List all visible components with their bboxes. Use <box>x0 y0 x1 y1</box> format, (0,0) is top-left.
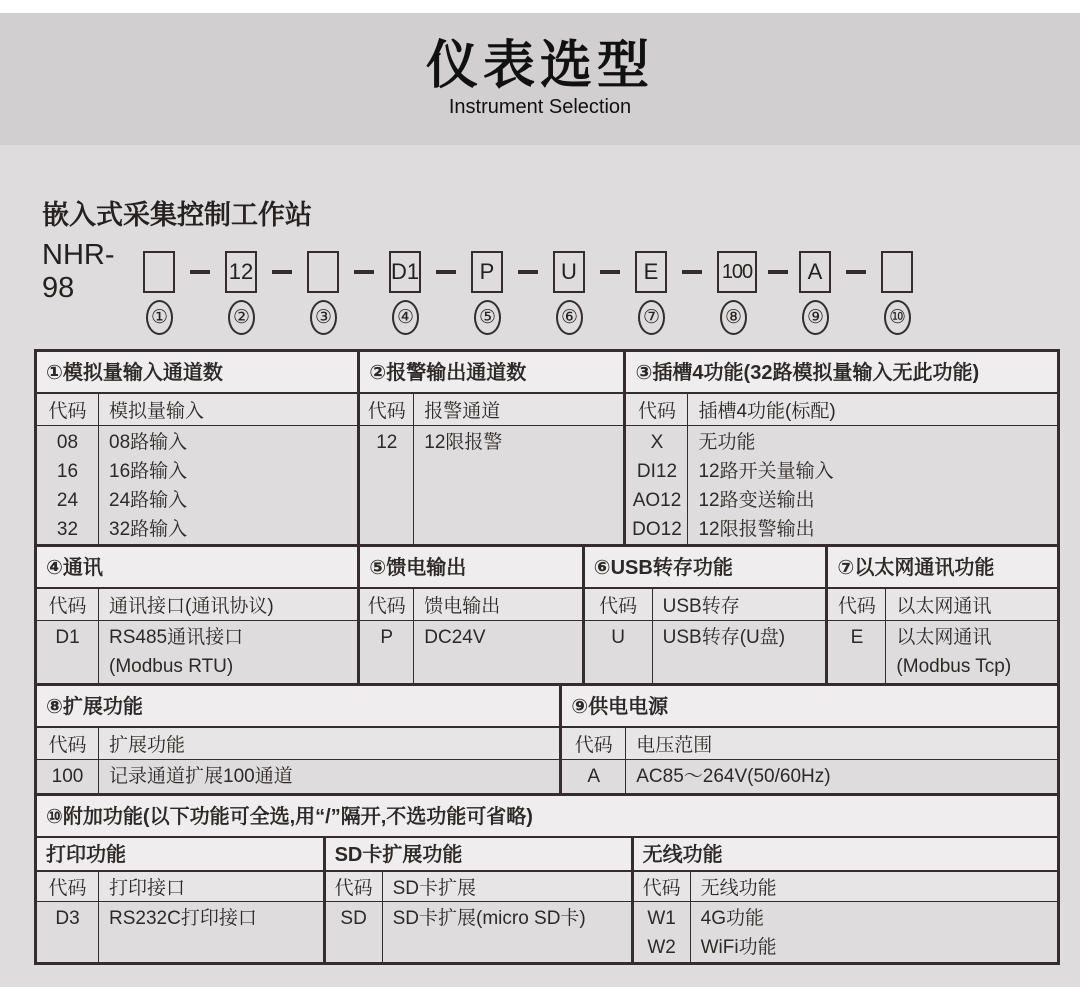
code-header-cell: 代码 <box>828 589 886 620</box>
table-header-row <box>585 589 826 621</box>
code-cell: 16 <box>56 461 79 482</box>
desc-header-cell: 插槽4功能(标配) <box>698 401 836 422</box>
code-header-cell: 代码 <box>634 872 691 901</box>
code-cell: U <box>611 627 626 648</box>
code-cell: E <box>850 627 864 648</box>
code-cell: P <box>380 627 394 648</box>
code-cell: DO12 <box>632 519 682 540</box>
code-cell: W2 <box>647 937 676 958</box>
table-body <box>326 902 631 962</box>
index-badge-4: ④ <box>392 300 419 335</box>
table-header-row <box>360 589 581 621</box>
code-header-cell: 代码 <box>326 872 383 901</box>
model-index-cell-5 <box>471 300 553 335</box>
code-cell: 32 <box>56 519 79 540</box>
model-segment-1 <box>143 251 225 293</box>
desc-header-cell: 报警通道 <box>424 401 501 422</box>
option-table <box>37 838 323 962</box>
desc-cell: AC85～264V(50/60Hz) <box>636 766 831 787</box>
desc-header-cell: 无线功能 <box>700 878 777 899</box>
model-index-cell-1 <box>143 300 225 335</box>
index-badge-7: ⑦ <box>638 300 665 335</box>
model-segment-6 <box>553 251 635 293</box>
index-badge-3: ③ <box>310 300 337 335</box>
table-header-row <box>360 394 623 426</box>
code-column <box>360 621 414 683</box>
table-title: ②报警输出通道数 <box>360 352 623 394</box>
code-header-cell: 代码 <box>562 728 626 759</box>
table-title: 无线功能 <box>634 838 1057 872</box>
model-prefix: NHR-98 <box>42 239 115 304</box>
table-body <box>360 426 623 544</box>
model-segment-3 <box>307 251 389 293</box>
model-box-4: D1 <box>389 251 421 293</box>
desc-header-cell: USB转存 <box>662 596 740 617</box>
table-title: ⑥USB转存功能 <box>585 547 826 589</box>
model-dash <box>831 270 881 274</box>
table-title: ①模拟量输入通道数 <box>37 352 357 394</box>
desc-column <box>99 426 357 544</box>
desc-cell: RS232C打印接口 <box>109 908 257 929</box>
selection-tables <box>34 349 1060 965</box>
option-table <box>631 838 1057 962</box>
desc-column <box>886 621 1057 683</box>
model-box-1 <box>143 251 175 293</box>
table-header-row <box>37 394 357 426</box>
code-column <box>626 426 688 544</box>
option-table <box>37 547 357 683</box>
code-cell: A <box>587 766 601 787</box>
code-cell: DI12 <box>636 461 678 482</box>
table-body <box>828 621 1057 683</box>
code-header-cell: 代码 <box>37 728 99 759</box>
table-body <box>360 621 581 683</box>
table-body <box>37 760 559 793</box>
desc-header-cell: SD卡扩展 <box>392 878 476 899</box>
desc-cell: 12限报警输出 <box>698 519 815 540</box>
model-index-cell-9 <box>799 300 881 335</box>
model-box-9: A <box>799 251 831 293</box>
code-column <box>360 426 414 544</box>
code-header-cell: 代码 <box>585 589 653 620</box>
index-badge-2: ② <box>228 300 255 335</box>
table-body <box>634 902 1057 962</box>
desc-cell: 08路输入 <box>109 432 188 453</box>
code-column <box>37 426 99 544</box>
table-title: ⑦以太网通讯功能 <box>828 547 1057 589</box>
index-badge-6: ⑥ <box>556 300 583 335</box>
index-badge-1: ① <box>146 300 173 335</box>
table-header-row <box>326 872 631 902</box>
option-table <box>37 686 559 793</box>
additional-functions-section <box>37 793 1057 962</box>
index-badge-5: ⑤ <box>474 300 501 335</box>
model-index-cell-3 <box>307 300 389 335</box>
table-title: ⑤馈电输出 <box>360 547 581 589</box>
desc-header-cell: 以太网通讯 <box>896 596 992 617</box>
desc-cell: RS485通讯接口 <box>109 627 244 648</box>
model-index-cell-2 <box>225 300 307 335</box>
desc-column <box>688 426 1057 544</box>
index-badge-8: ⑧ <box>720 300 747 335</box>
desc-column <box>626 760 1057 793</box>
table-header-row <box>37 872 323 902</box>
model-segment-5 <box>471 251 553 293</box>
code-column <box>562 760 626 793</box>
code-header-cell: 代码 <box>37 872 99 901</box>
desc-cell: 以太网通讯 <box>896 627 992 648</box>
code-column <box>37 902 99 962</box>
table-body <box>562 760 1057 793</box>
model-box-8: 100 <box>717 251 757 293</box>
code-column <box>828 621 886 683</box>
desc-header-cell: 扩展功能 <box>109 735 186 756</box>
code-cell: D1 <box>55 627 80 648</box>
code-cell: 08 <box>56 432 79 453</box>
model-index-cell-4 <box>389 300 471 335</box>
desc-header-cell: 模拟量输入 <box>109 401 205 422</box>
desc-column <box>383 902 631 962</box>
model-code-line <box>42 239 1080 304</box>
table-header-row <box>626 394 1057 426</box>
option-table <box>825 547 1057 683</box>
model-index-line <box>143 300 1080 335</box>
table-title: ⑧扩展功能 <box>37 686 559 728</box>
table-body <box>37 902 323 962</box>
index-badge-10: ⑩ <box>884 300 911 335</box>
desc-cell: 12路变送输出 <box>698 490 815 511</box>
index-badge-9: ⑨ <box>802 300 829 335</box>
code-column <box>634 902 691 962</box>
model-index-cell-6 <box>553 300 635 335</box>
model-segment-2 <box>225 251 307 293</box>
table-title: ③插槽4功能(32路模拟量输入无此功能) <box>626 352 1057 394</box>
code-column <box>37 760 99 793</box>
table-block-1 <box>37 352 1057 544</box>
code-column <box>585 621 653 683</box>
model-segment-10 <box>881 251 915 293</box>
desc-cell: 12限报警 <box>424 432 503 453</box>
desc-column <box>653 621 826 683</box>
model-box-6: U <box>553 251 585 293</box>
option-table <box>623 352 1057 544</box>
table-title: 打印功能 <box>37 838 323 872</box>
model-box-3 <box>307 251 339 293</box>
model-box-5: P <box>471 251 503 293</box>
desc-cell: (Modbus Tcp) <box>896 656 1012 677</box>
model-dash <box>257 270 307 274</box>
desc-header-cell: 打印接口 <box>109 878 186 899</box>
desc-cell: 16路输入 <box>109 461 188 482</box>
model-box-7: E <box>635 251 667 293</box>
desc-column <box>99 902 323 962</box>
model-segment-8 <box>717 251 799 293</box>
desc-cell: SD卡扩展(micro SD卡) <box>392 908 586 929</box>
banner-title: 仪表选型 <box>425 37 654 96</box>
model-dash <box>503 270 553 274</box>
desc-column <box>414 426 623 544</box>
code-header-cell: 代码 <box>360 394 414 425</box>
model-index-cell-8 <box>717 300 799 335</box>
model-dash <box>585 270 635 274</box>
code-cell: D3 <box>55 908 80 929</box>
desc-header-cell: 通讯接口(通讯协议) <box>109 596 274 617</box>
table-body <box>585 621 826 683</box>
option-table <box>323 838 631 962</box>
code-cell: SD <box>340 908 367 929</box>
desc-cell: 32路输入 <box>109 519 188 540</box>
desc-cell: USB转存(U盘) <box>662 627 786 648</box>
model-dash <box>175 270 225 274</box>
option-table <box>559 686 1057 793</box>
table-block-4 <box>37 838 1057 962</box>
table-block-3 <box>37 683 1057 793</box>
code-header-cell: 代码 <box>626 394 688 425</box>
model-segment-4 <box>389 251 471 293</box>
desc-cell: 4G功能 <box>700 908 764 929</box>
model-segment-7 <box>635 251 717 293</box>
desc-cell: WiFi功能 <box>700 937 777 958</box>
model-dash <box>757 270 799 274</box>
code-cell: AO12 <box>632 490 682 511</box>
option-table <box>37 352 357 544</box>
model-box-2: 12 <box>225 251 257 293</box>
table-title: SD卡扩展功能 <box>326 838 631 872</box>
desc-cell: DC24V <box>424 627 486 648</box>
code-header-cell: 代码 <box>37 589 99 620</box>
table-body <box>37 621 357 683</box>
code-cell: 100 <box>51 766 84 787</box>
model-box-10 <box>881 251 913 293</box>
option-table <box>357 352 623 544</box>
desc-column <box>99 760 559 793</box>
table-title: ④通讯 <box>37 547 357 589</box>
table-header-row <box>37 728 559 760</box>
model-dash <box>667 270 717 274</box>
page-banner <box>0 13 1080 145</box>
code-column <box>37 621 99 683</box>
code-header-cell: 代码 <box>360 589 414 620</box>
code-cell: 12 <box>376 432 398 453</box>
table-header-row <box>562 728 1057 760</box>
desc-column <box>99 621 357 683</box>
code-column <box>326 902 383 962</box>
desc-header-cell: 馈电输出 <box>424 596 501 617</box>
desc-header-cell: 电压范围 <box>636 735 713 756</box>
code-header-cell: 代码 <box>37 394 99 425</box>
code-cell: W1 <box>647 908 676 929</box>
option-table <box>582 547 826 683</box>
table-header-row <box>634 872 1057 902</box>
table-header-row <box>828 589 1057 621</box>
desc-cell: 24路输入 <box>109 490 188 511</box>
table-header-row <box>37 589 357 621</box>
model-index-cell-10 <box>881 300 963 335</box>
desc-cell: 记录通道扩展100通道 <box>109 766 293 787</box>
model-dash <box>339 270 389 274</box>
table-block-2 <box>37 544 1057 683</box>
table-body <box>37 426 357 544</box>
model-index-cell-7 <box>635 300 717 335</box>
section-main-title: ⑩附加功能(以下功能可全选,用“/”隔开,不选功能可省略) <box>37 796 1057 838</box>
desc-cell: (Modbus RTU) <box>109 656 234 677</box>
model-segment-9 <box>799 251 881 293</box>
desc-column <box>414 621 581 683</box>
desc-cell: 无功能 <box>698 432 756 453</box>
code-cell: 24 <box>56 490 79 511</box>
banner-subtitle: Instrument Selection <box>448 95 632 118</box>
table-body <box>626 426 1057 544</box>
table-title: ⑨供电电源 <box>562 686 1057 728</box>
desc-cell: 12路开关量输入 <box>698 461 834 482</box>
section-heading: 嵌入式采集控制工作站 <box>42 200 312 230</box>
code-cell: X <box>650 432 664 453</box>
option-table <box>357 547 581 683</box>
page-content <box>0 145 1080 987</box>
desc-column <box>691 902 1057 962</box>
model-dash <box>421 270 471 274</box>
